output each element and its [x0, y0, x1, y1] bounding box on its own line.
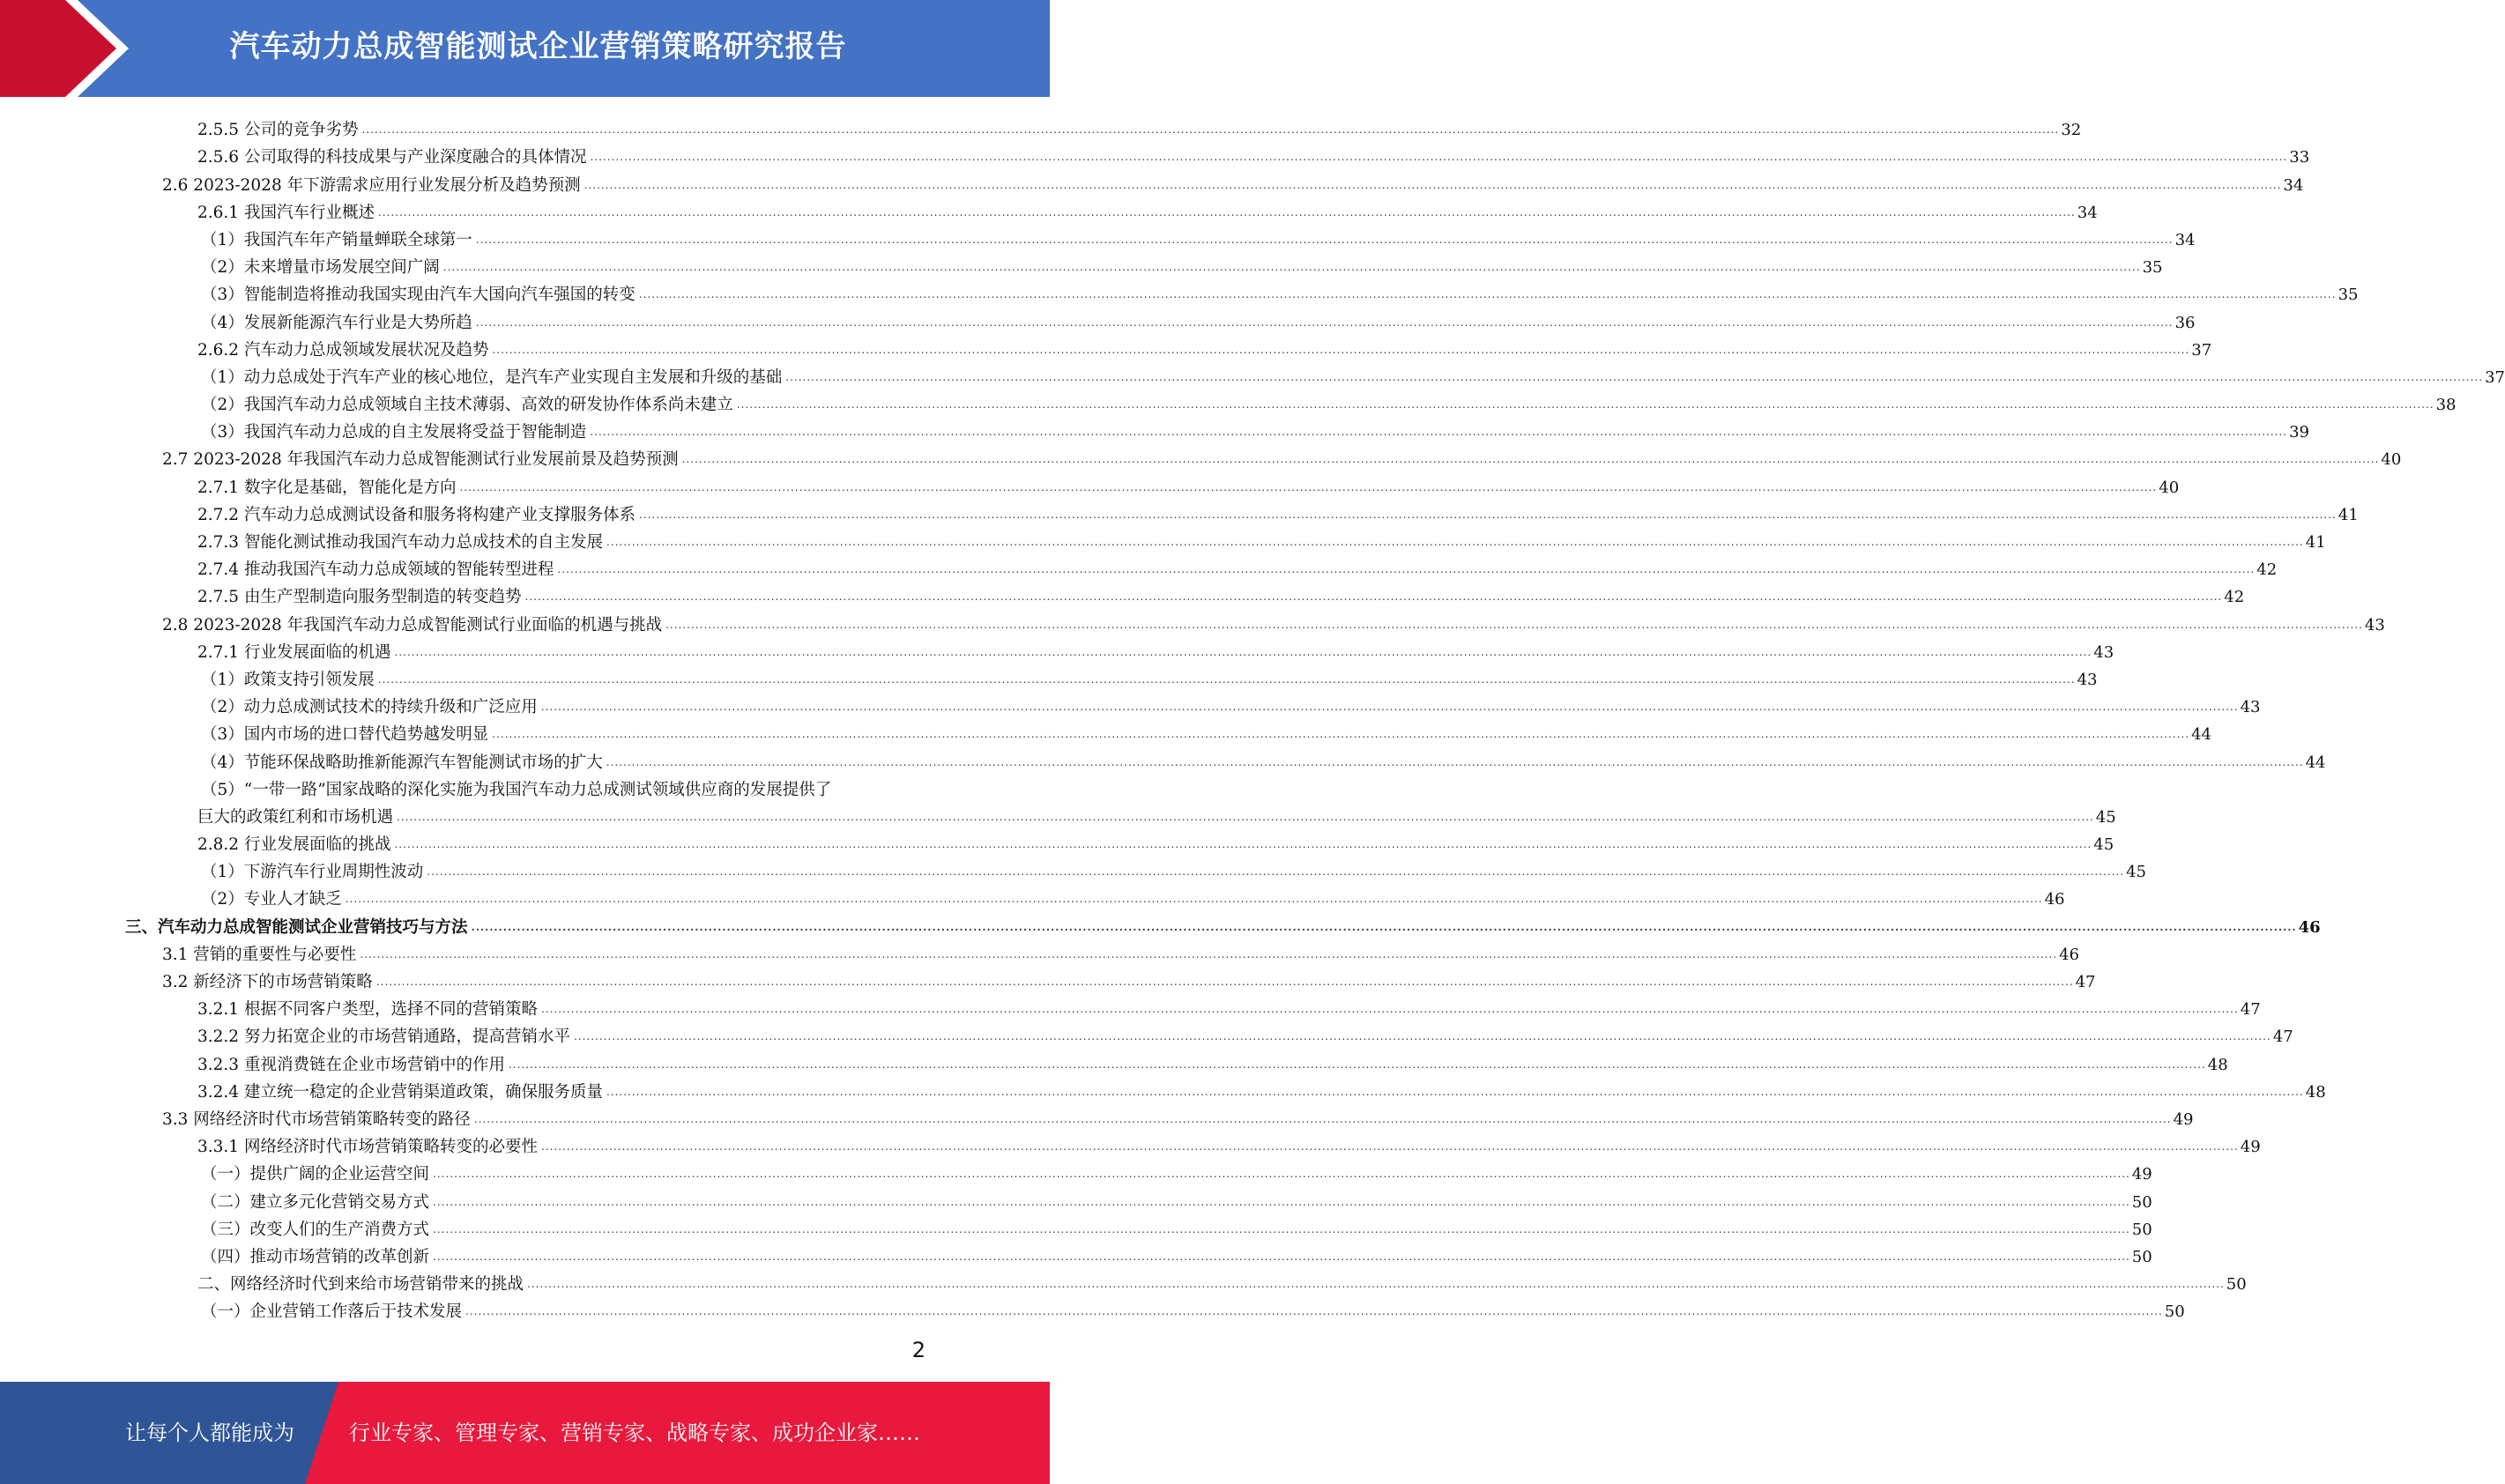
toc-entry[interactable]: [0, 553, 2278, 580]
toc-entry-page: 47: [2240, 1000, 2261, 1020]
toc-entry-page: 46: [2044, 890, 2065, 909]
toc-leader-dots: ................................................................................................................................................................................................................................................................................................................................................................................................................: [606, 1085, 2304, 1098]
toc-entry[interactable]: [0, 580, 2245, 607]
toc-entry-page: 50: [2164, 1302, 2185, 1322]
toc-entry-title: 2.7.4 推动我国汽车动力总成领域的智能转型进程: [197, 560, 554, 580]
toc-entry-page: 32: [2061, 121, 2082, 140]
toc-entry-page: 41: [2338, 505, 2359, 524]
toc-entry[interactable]: [0, 909, 2321, 937]
toc-entry-page: 50: [2131, 1220, 2152, 1239]
toc-entry-title: 2.8.2 行业发展面临的挑战: [197, 835, 391, 855]
toc-entry-page: 47: [2272, 1028, 2293, 1047]
toc-entry-page: 36: [2174, 313, 2196, 332]
toc-entry-page: 40: [2159, 478, 2180, 497]
toc-entry[interactable]: [0, 113, 2082, 140]
toc-leader-dots: ................................................................................................................................................................................................................................................................................................................................................................................................................: [527, 1278, 2225, 1291]
toc-leader-dots: ................................................................................................................................................................................................................................................................................................................................................................................................................: [665, 618, 2363, 631]
footer-slogan-left: 让每个人都能成为: [125, 1421, 294, 1445]
toc-leader-dots: ................................................................................................................................................................................................................................................................................................................................................................................................................: [433, 1195, 2130, 1208]
toc-entry-page: 49: [2173, 1109, 2194, 1129]
toc-entry-title: （2）专业人才缺乏: [201, 890, 342, 909]
toc-leader-dots: ................................................................................................................................................................................................................................................................................................................................................................................................................: [397, 810, 2094, 823]
toc-leader-dots: ................................................................................................................................................................................................................................................................................................................................................................................................................: [475, 315, 2174, 329]
toc-entry-title: （3）智能制造将推动我国实现由汽车大国向汽车强国的转变: [201, 286, 636, 305]
toc-entry-page: 46: [2298, 917, 2321, 937]
toc-leader-dots: ................................................................................................................................................................................................................................................................................................................................................................................................................: [377, 205, 2076, 219]
toc-entry-page: 45: [2126, 863, 2146, 882]
toc-entry-page: 34: [2174, 230, 2196, 249]
toc-entry-title: （2）未来增量市场发展空间广阔: [201, 258, 440, 278]
toc-entry[interactable]: [0, 773, 1050, 800]
page-footer: [0, 1382, 1050, 1484]
toc-entry-title: （一）企业营销工作落后于技术发展: [201, 1302, 463, 1322]
toc-entry[interactable]: [0, 442, 2402, 470]
toc-entry-title: （1）下游汽车行业周期性波动: [201, 863, 424, 882]
toc-entry[interactable]: [0, 1020, 2293, 1047]
toc-entry-page: 48: [2305, 1082, 2326, 1102]
toc-leader-dots: ................................................................................................................................................................................................................................................................................................................................................................................................................: [736, 398, 2434, 412]
toc-leader-dots: ................................................................................................................................................................................................................................................................................................................................................................................................................: [473, 1112, 2172, 1125]
toc-entry-page: 49: [2240, 1138, 2261, 1157]
toc-entry-title: （1）动力总成处于汽车产业的核心地位，是汽车产业实现自主发展和升级的基础: [201, 367, 783, 387]
toc-entry[interactable]: [0, 305, 2196, 332]
table-of-contents: [0, 113, 2505, 1322]
toc-entry-title: 2.6.1 我国汽车行业概述: [197, 203, 375, 222]
toc-entry-title: 2.7.5 由生产型制造向服务型制造的转变趋势: [197, 588, 522, 607]
toc-entry[interactable]: [0, 525, 2326, 553]
toc-entry-title: 2.7.1 行业发展面临的机遇: [197, 642, 391, 662]
toc-entry-title: 2.6 2023-2028 年下游需求应用行业发展分析及趋势预测: [162, 175, 581, 195]
toc-leader-dots: ................................................................................................................................................................................................................................................................................................................................................................................................................: [606, 755, 2304, 768]
toc-entry[interactable]: [0, 498, 2359, 525]
toc-entry[interactable]: [0, 196, 2098, 223]
toc-entry-page: 35: [2142, 258, 2163, 278]
toc-entry-page: 50: [2131, 1247, 2152, 1266]
toc-entry[interactable]: [0, 415, 2309, 442]
toc-entry-page: 45: [2093, 835, 2115, 855]
toc-entry-title: （4）节能环保战略助推新能源汽车智能测试市场的扩大: [201, 753, 603, 772]
toc-entry-title: （4）发展新能源汽车行业是大势所趋: [201, 313, 472, 332]
toc-entry[interactable]: [0, 360, 2505, 388]
toc-entry[interactable]: [0, 1102, 2194, 1130]
toc-leader-dots: ................................................................................................................................................................................................................................................................................................................................................................................................................: [492, 343, 2190, 356]
toc-leader-dots: ................................................................................................................................................................................................................................................................................................................................................................................................................: [375, 976, 2074, 988]
toc-entry-title: （2）我国汽车动力总成领域自主技术薄弱、高效的研发协作体系尚未建立: [201, 396, 733, 415]
toc-entry-page: 50: [2131, 1192, 2152, 1212]
toc-leader-dots: ................................................................................................................................................................................................................................................................................................................................................................................................................: [557, 563, 2256, 576]
toc-entry[interactable]: [0, 470, 2180, 497]
toc-entry-title: 二、网络经济时代到来给市场营销带来的挑战: [197, 1275, 524, 1295]
toc-leader-dots: ................................................................................................................................................................................................................................................................................................................................................................................................................: [584, 178, 2282, 191]
toc-entry-page: 47: [2075, 973, 2096, 991]
toc-leader-dots: ................................................................................................................................................................................................................................................................................................................................................................................................................: [433, 1168, 2130, 1181]
toc-entry-title: （5）“一带一路”国家战略的深化实施为我国汽车动力总成测试领域供应商的发展提供了: [201, 780, 832, 799]
toc-entry-title: 巨大的政策红利和市场机遇: [197, 807, 394, 827]
toc-entry-page: 37: [2485, 367, 2505, 387]
toc-entry-page: 37: [2191, 340, 2212, 360]
toc-entry-title: （1）政策支持引领发展: [201, 670, 375, 689]
toc-entry-page: 34: [2283, 175, 2304, 195]
toc-entry-title: 2.5.6 公司取得的科技成果与产业深度融合的具体情况: [197, 148, 587, 167]
toc-entry-title: （3）国内市场的进口替代趋势越发明显: [201, 725, 489, 745]
toc-entry[interactable]: [0, 992, 2261, 1020]
toc-leader-dots: ................................................................................................................................................................................................................................................................................................................................................................................................................: [508, 1057, 2206, 1071]
toc-entry[interactable]: [0, 1047, 2228, 1074]
toc-entry-title: 3.2.2 努力拓宽企业的市场营销通路，提高营销水平: [197, 1028, 570, 1047]
toc-entry-page: 49: [2131, 1165, 2152, 1184]
toc-entry[interactable]: [0, 1295, 2185, 1322]
toc-leader-dots: ................................................................................................................................................................................................................................................................................................................................................................................................................: [606, 536, 2304, 548]
toc-leader-dots: ................................................................................................................................................................................................................................................................................................................................................................................................................: [394, 838, 2092, 851]
toc-leader-dots: ................................................................................................................................................................................................................................................................................................................................................................................................................: [590, 426, 2288, 439]
toc-entry-page: 43: [2077, 670, 2098, 689]
toc-entry-page: 43: [2093, 642, 2115, 662]
toc-entry-title: 3.2.4 建立统一稳定的企业营销渠道政策，确保服务质量: [197, 1082, 603, 1102]
toc-entry-page: 42: [2224, 588, 2245, 607]
toc-entry-title: （一）提供广阔的企业运营空间: [201, 1165, 430, 1184]
toc-entry[interactable]: [0, 388, 2457, 415]
toc-entry-title: 3.3.1 网络经济时代市场营销策略转变的必要性: [197, 1138, 538, 1157]
toc-entry-title: 3.2 新经济下的市场营销策略: [162, 973, 373, 991]
toc-leader-dots: ................................................................................................................................................................................................................................................................................................................................................................................................................: [785, 370, 2484, 383]
toc-leader-dots: ................................................................................................................................................................................................................................................................................................................................................................................................................: [573, 1030, 2271, 1043]
toc-entry-title: （2）动力总成测试技术的持续升级和广泛应用: [201, 698, 538, 717]
toc-entry-title: 2.7 2023-2028 年我国汽车动力总成智能测试行业发展前景及趋势预测: [162, 450, 679, 470]
toc-entry[interactable]: [0, 1130, 2261, 1157]
toc-entry-title: （二）建立多元化营销交易方式: [201, 1192, 430, 1212]
toc-entry-page: 45: [2095, 807, 2116, 827]
toc-leader-dots: ................................................................................................................................................................................................................................................................................................................................................................................................................: [638, 508, 2337, 521]
toc-entry-title: 3.1 营销的重要性与必要性: [162, 945, 357, 964]
toc-entry[interactable]: [0, 855, 2146, 882]
document-title: 汽车动力总成智能测试企业营销策略研究报告: [229, 29, 847, 64]
toc-entry[interactable]: [0, 223, 2196, 250]
toc-leader-dots: ................................................................................................................................................................................................................................................................................................................................................................................................................: [427, 865, 2125, 879]
toc-entry[interactable]: [0, 690, 2261, 717]
toc-leader-dots: ................................................................................................................................................................................................................................................................................................................................................................................................................: [361, 123, 2060, 137]
toc-entry-title: 2.8 2023-2028 年我国汽车动力总成智能测试行业面临的机遇与挑战: [162, 615, 663, 634]
toc-entry-page: 35: [2338, 286, 2359, 305]
toc-leader-dots: ................................................................................................................................................................................................................................................................................................................................................................................................................: [540, 1003, 2239, 1016]
toc-entry-title: （四）推动市场营销的改革创新: [201, 1247, 430, 1266]
toc-leader-dots: ................................................................................................................................................................................................................................................................................................................................................................................................................: [638, 288, 2337, 301]
toc-leader-dots: ................................................................................................................................................................................................................................................................................................................................................................................................................: [540, 701, 2239, 714]
toc-entry[interactable]: [0, 250, 2163, 278]
toc-leader-dots: ................................................................................................................................................................................................................................................................................................................................................................................................................: [524, 590, 2223, 604]
toc-entry-title: （1）我国汽车年产销量蝉联全球第一: [201, 230, 472, 249]
toc-leader-dots: ................................................................................................................................................................................................................................................................................................................................................................................................................: [345, 893, 2043, 906]
toc-leader-dots: ................................................................................................................................................................................................................................................................................................................................................................................................................: [433, 1250, 2130, 1263]
toc-leader-dots: ................................................................................................................................................................................................................................................................................................................................................................................................................: [590, 151, 2288, 164]
toc-entry[interactable]: [0, 938, 2079, 965]
toc-entry[interactable]: [0, 1184, 2152, 1212]
toc-entry[interactable]: [0, 1157, 2152, 1184]
toc-entry[interactable]: [0, 167, 2304, 195]
toc-entry[interactable]: [0, 717, 2211, 745]
toc-entry[interactable]: [0, 333, 2212, 360]
toc-entry-title: 3.3 网络经济时代市场营销策略转变的路径: [162, 1109, 471, 1129]
toc-entry[interactable]: [0, 1075, 2326, 1102]
toc-entry-title: 2.7.3 智能化测试推动我国汽车动力总成技术的自主发展: [197, 533, 603, 552]
toc-entry[interactable]: [0, 607, 2385, 634]
toc-entry[interactable]: [0, 1240, 2152, 1267]
toc-leader-dots: ................................................................................................................................................................................................................................................................................................................................................................................................................: [475, 233, 2174, 246]
toc-entry-page: 41: [2305, 533, 2326, 552]
toc-entry[interactable]: [0, 827, 2115, 855]
page-header: [0, 0, 1050, 97]
toc-entry-title: 2.7.2 汽车动力总成测试设备和服务将构建产业支撑服务体系: [197, 505, 636, 524]
toc-entry[interactable]: [0, 745, 2326, 772]
toc-entry-page: 39: [2289, 423, 2309, 442]
toc-entry[interactable]: [0, 278, 2359, 305]
toc-entry-page: 46: [2059, 945, 2079, 964]
footer-slogan-right: 行业专家、管理专家、营销专家、战略专家、成功企业家……: [349, 1421, 920, 1445]
toc-entry-page: 43: [2364, 615, 2385, 634]
toc-entry-page: 34: [2077, 203, 2098, 222]
toc-entry[interactable]: [0, 800, 2116, 827]
toc-entry-page: 44: [2305, 753, 2326, 772]
toc-leader-dots: ................................................................................................................................................................................................................................................................................................................................................................................................................: [465, 1305, 2163, 1318]
toc-leader-dots: ................................................................................................................................................................................................................................................................................................................................................................................................................: [377, 672, 2076, 686]
toc-entry-page: 38: [2435, 396, 2457, 415]
toc-entry[interactable]: [0, 140, 2310, 167]
toc-leader-dots: ................................................................................................................................................................................................................................................................................................................................................................................................................: [540, 1140, 2239, 1154]
toc-leader-dots: ................................................................................................................................................................................................................................................................................................................................................................................................................: [492, 728, 2190, 741]
toc-entry-title: 2.7.1 数字化是基础，智能化是方向: [197, 478, 457, 497]
toc-leader-dots: ................................................................................................................................................................................................................................................................................................................................................................................................................: [394, 645, 2092, 658]
toc-entry[interactable]: [0, 965, 2096, 992]
page-number: 2: [911, 1338, 925, 1362]
toc-entry[interactable]: [0, 882, 2065, 909]
toc-leader-dots: ................................................................................................................................................................................................................................................................................................................................................................................................................: [360, 947, 2058, 961]
toc-entry-page: 43: [2240, 698, 2261, 717]
toc-entry-page: 33: [2289, 148, 2310, 167]
toc-entry-title: 2.6.2 汽车动力总成领域发展状况及趋势: [197, 340, 489, 360]
toc-leader-dots: ................................................................................................................................................................................................................................................................................................................................................................................................................: [442, 261, 2141, 274]
toc-entry-page: 48: [2207, 1055, 2228, 1074]
toc-entry-title: 三、汽车动力总成智能测试企业营销技巧与方法: [125, 917, 468, 937]
toc-entry-title: 2.5.5 公司的竞争劣势: [197, 121, 359, 140]
toc-entry[interactable]: [0, 635, 2115, 663]
toc-entry-page: 44: [2191, 725, 2211, 745]
toc-entry-page: 42: [2256, 560, 2278, 580]
toc-entry-page: 50: [2226, 1275, 2247, 1295]
toc-entry-title: 3.2.3 重视消费链在企业市场营销中的作用: [197, 1055, 505, 1074]
toc-entry-title: （三）改变人们的生产消费方式: [201, 1220, 430, 1239]
toc-leader-dots: ................................................................................................................................................................................................................................................................................................................................................................................................................: [459, 480, 2158, 493]
toc-leader-dots: ................................................................................................................................................................................................................................................................................................................................................................................................................: [681, 453, 2380, 466]
toc-entry[interactable]: [0, 1267, 2247, 1295]
toc-entry[interactable]: [0, 663, 2098, 690]
toc-entry-title: （3）我国汽车动力总成的自主发展将受益于智能制造: [201, 423, 587, 442]
toc-entry-title: 3.2.1 根据不同客户类型，选择不同的营销策略: [197, 1000, 538, 1020]
toc-leader-dots: ................................................................................................................................................................................................................................................................................................................................................................................................................: [471, 920, 2297, 933]
toc-entry[interactable]: [0, 1213, 2152, 1240]
toc-entry-page: 40: [2381, 450, 2402, 470]
toc-leader-dots: ................................................................................................................................................................................................................................................................................................................................................................................................................: [433, 1222, 2130, 1235]
